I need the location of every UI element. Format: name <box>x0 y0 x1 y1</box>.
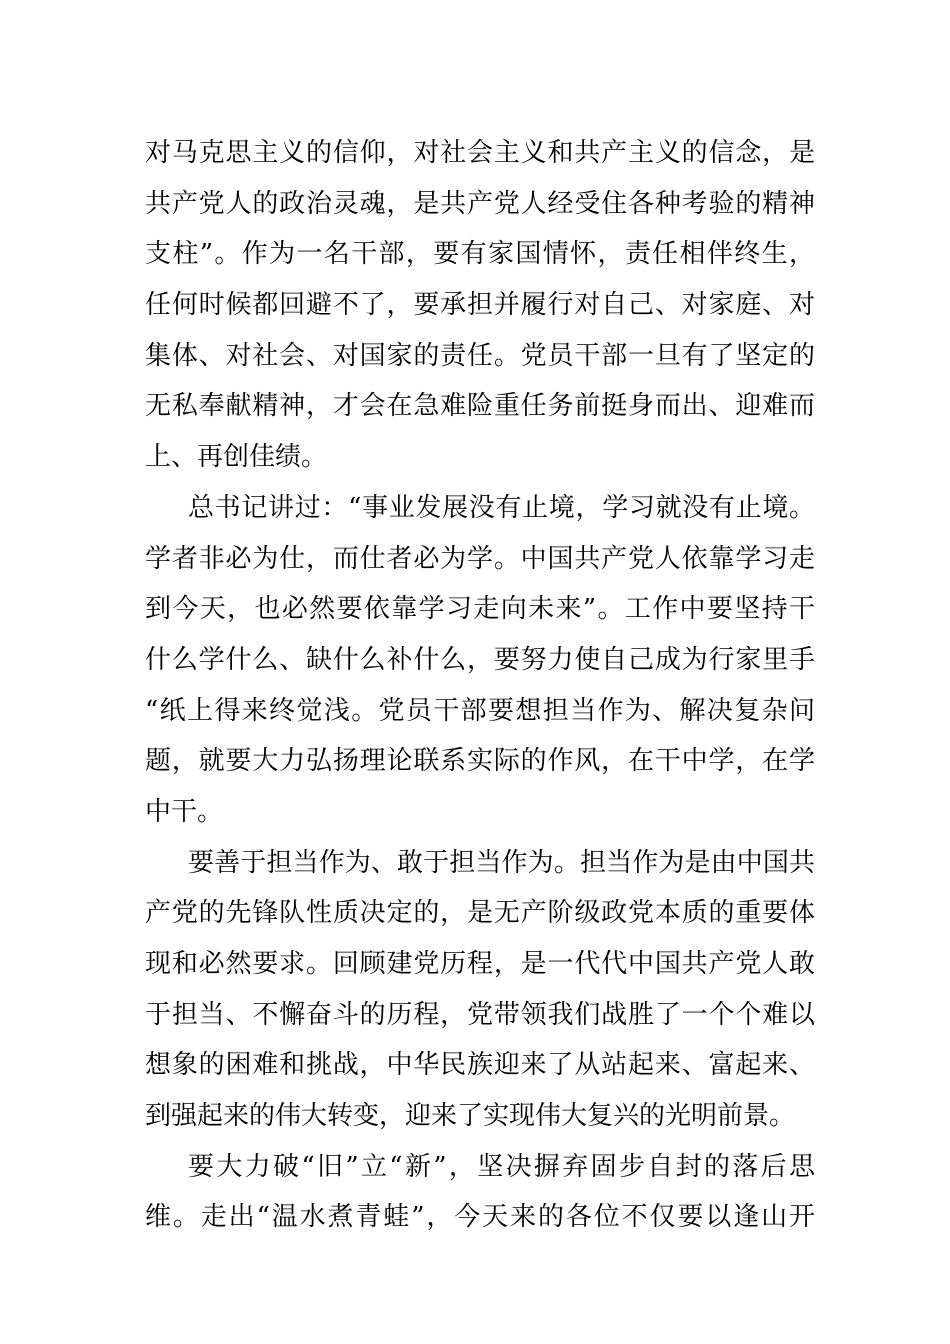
document-body <box>145 128 815 1243</box>
paragraph-4 <box>145 1142 815 1243</box>
text-line: 要善于担当作为、敢于担当作为。担当作为是由中国共 <box>188 847 815 878</box>
text-line: 于担当、不懈奋斗的历程，党带领我们战胜了一个个难以 <box>145 999 815 1030</box>
text-line: 支柱”。作为一名干部，要有家国情怀，责任相伴终生， <box>145 239 815 270</box>
text-line: 题，就要大力弘扬理论联系实际的作风，在干中学，在学 <box>145 746 815 777</box>
paragraph-3 <box>145 838 815 1142</box>
text-line: 什么学什么、缺什么补什么，要努力使自己成为行家里手 <box>145 644 815 675</box>
text-line: 到强起来的伟大转变，迎来了实现伟大复兴的光明前景。 <box>145 1101 796 1132</box>
text-line: 任何时候都回避不了，要承担并履行对自己、对家庭、对 <box>145 290 815 321</box>
text-line: 想象的困难和挑战，中华民族迎来了从站起来、富起来、 <box>145 1050 815 1081</box>
text-line: “纸上得来终觉浅。党员干部要想担当作为、解决复杂问 <box>145 695 815 726</box>
text-line: 中干。 <box>145 796 224 827</box>
text-line: 维。走出“温水煮青蛙”，今天来的各位不仅要以逢山开 <box>145 1202 815 1233</box>
text-line: 集体、对社会、对国家的责任。党员干部一旦有了坚定的 <box>145 340 815 371</box>
text-line: 共产党人的政治灵魂，是共产党人经受住各种考验的精神 <box>145 188 815 219</box>
text-line: 无私奉献精神，才会在急难险重任务前挺身而出、迎难而 <box>145 391 815 422</box>
text-line: 到今天，也必然要依靠学习走向未来”。工作中要坚持干 <box>145 594 815 625</box>
text-line: 要大力破“旧”立“新”，坚决摒弃固步自封的落后思 <box>188 1151 815 1182</box>
text-line: 总书记讲过：“事业发展没有止境，学习就没有止境。 <box>188 492 815 523</box>
paragraph-1 <box>145 128 815 483</box>
text-line: 学者非必为仕，而仕者必为学。中国共产党人依靠学习走 <box>145 543 815 574</box>
text-line: 对马克思主义的信仰，对社会主义和共产主义的信念，是 <box>145 138 815 168</box>
text-line: 现和必然要求。回顾建党历程，是一代代中国共产党人敢 <box>145 949 815 979</box>
paragraph-2 <box>145 483 815 838</box>
text-line: 产党的先锋队性质决定的，是无产阶级政党本质的重要体 <box>145 898 815 929</box>
text-line: 上、再创佳绩。 <box>145 442 328 473</box>
